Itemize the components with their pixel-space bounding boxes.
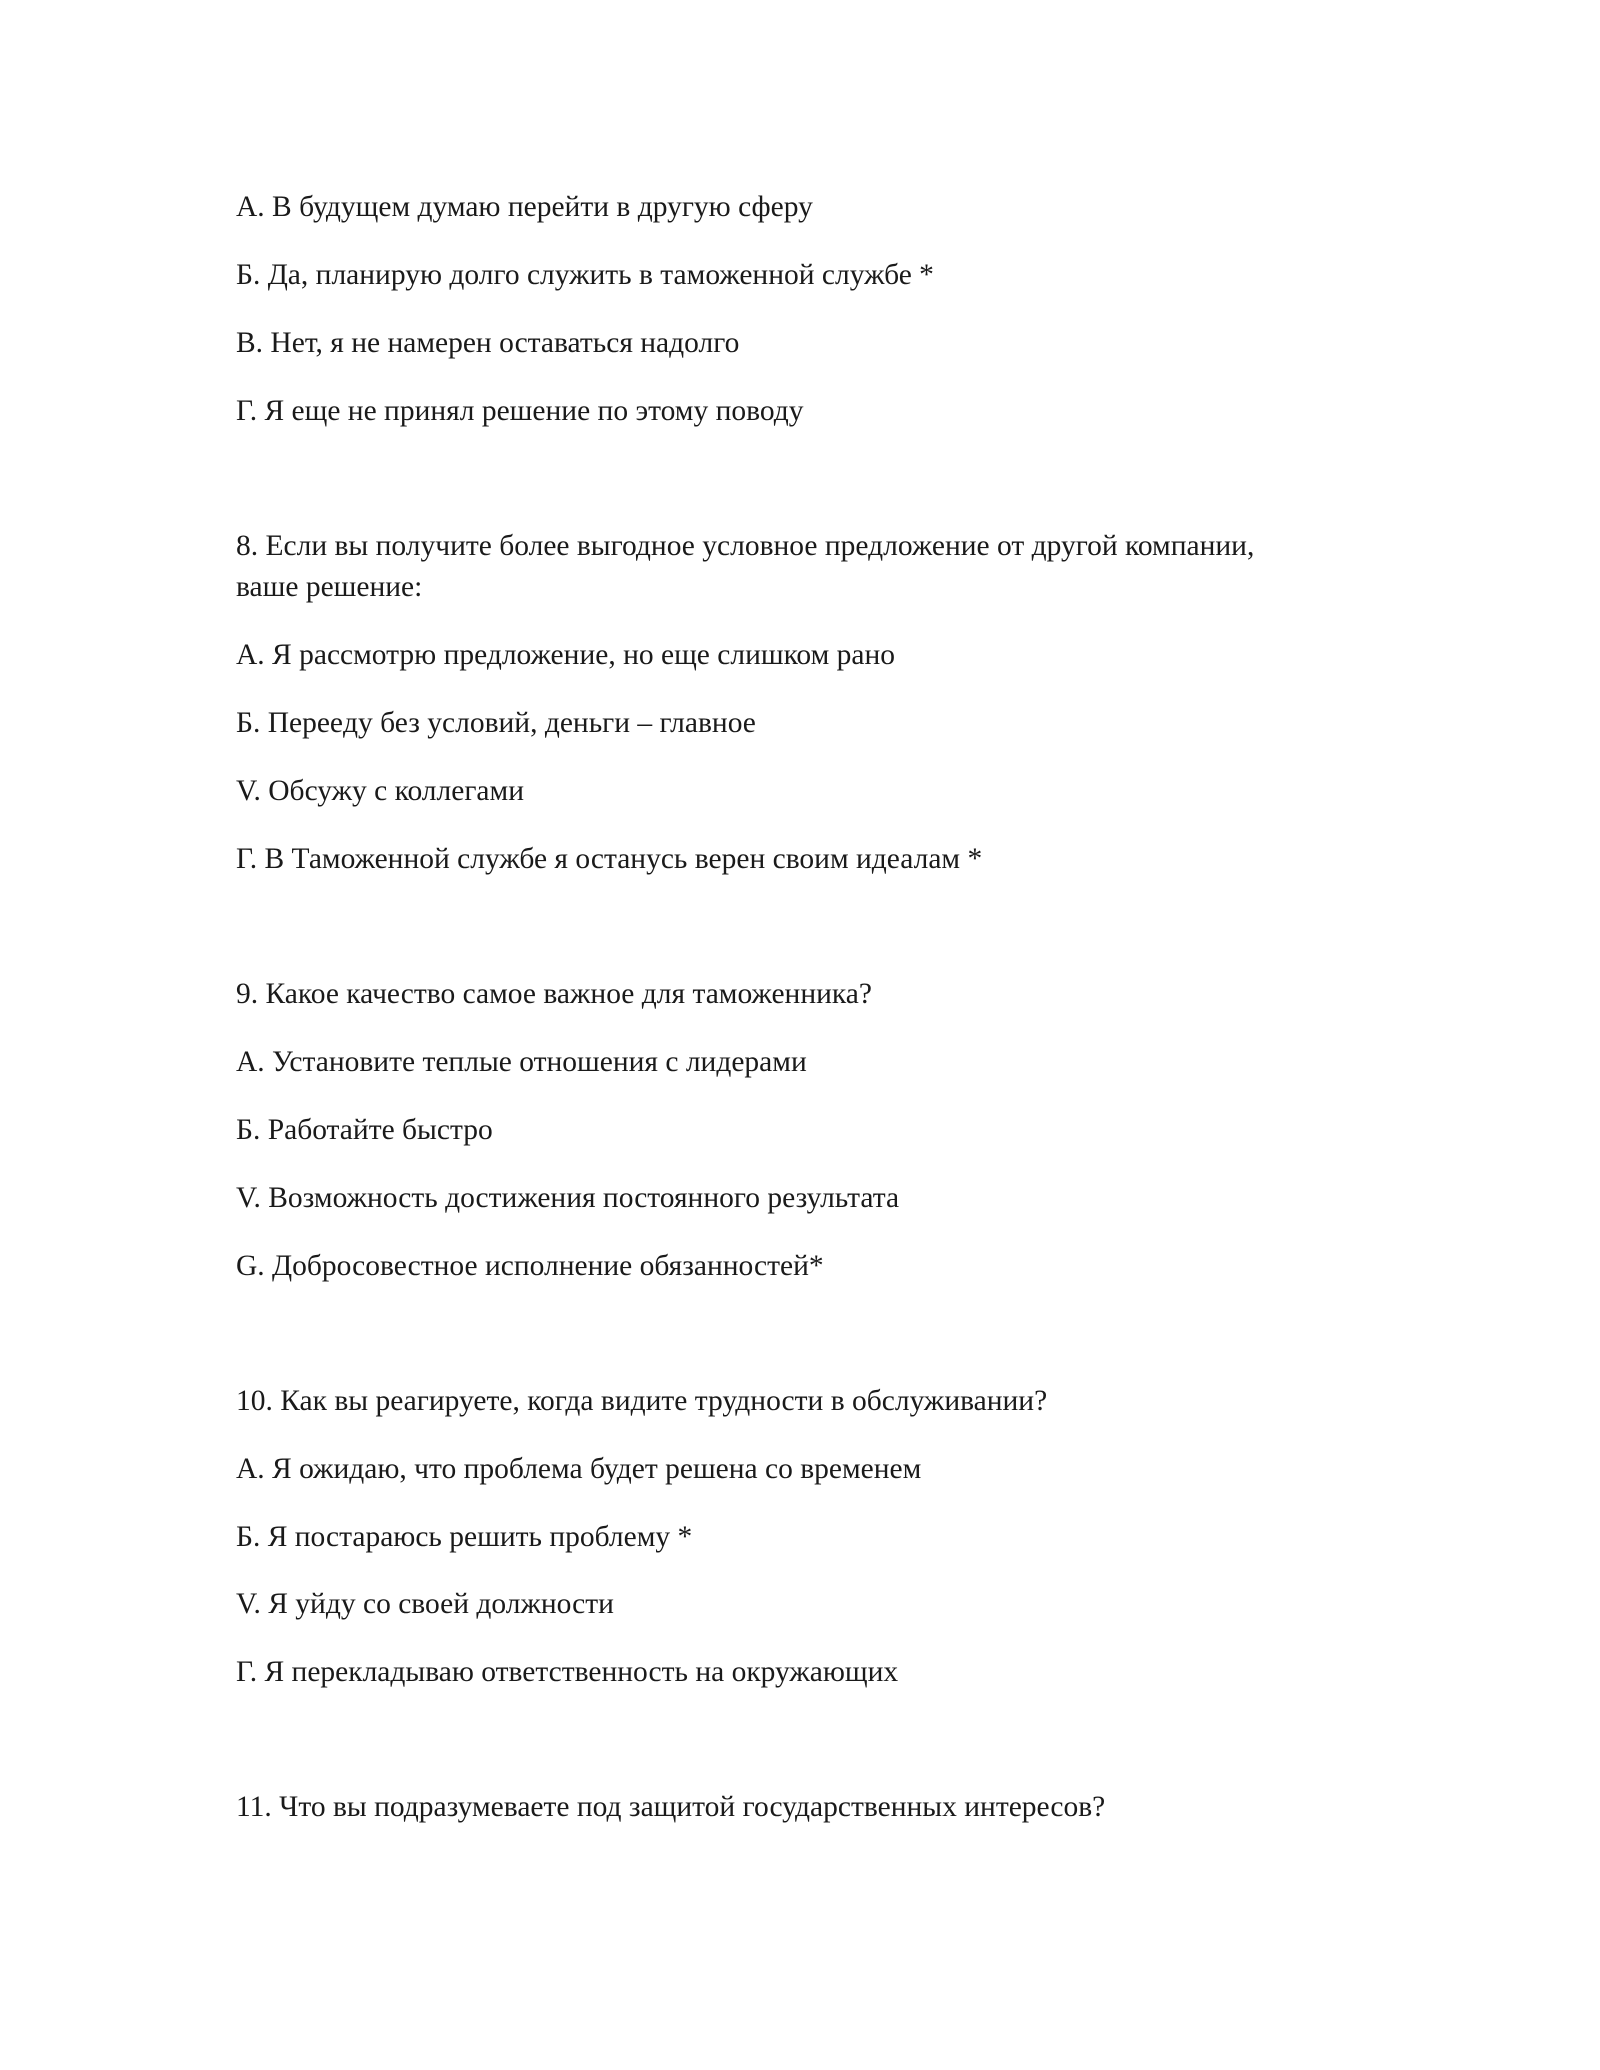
q10-option-d: Г. Я перекладываю ответственность на окружающих (236, 1656, 899, 1688)
q8-option-a: А. Я рассмотрю предложение, но еще слишком рано (236, 639, 896, 671)
q9-option-b: Б. Работайте быстро (236, 1114, 493, 1146)
q8-question-line1: 8. Если вы получите более выгодное условное предложение от другой компании, (236, 530, 1255, 562)
q10-question: 10. Как вы реагируете, когда видите трудности в обслуживании? (236, 1385, 1048, 1417)
q10-option-c: V. Я уйду со своей должности (236, 1588, 614, 1620)
q10-option-b: Б. Я постараюсь решить проблему * (236, 1521, 693, 1553)
q8-option-d: Г. В Таможенной службе я останусь верен своим идеалам * (236, 843, 983, 875)
q9-question: 9. Какое качество самое важное для таможенника? (236, 978, 872, 1010)
q11-question: 11. Что вы подразумеваете под защитой государственных интересов? (236, 1791, 1106, 1823)
q8-option-b: Б. Переeду без условий, деньги – главное (236, 707, 756, 739)
q7-option-c: В. Нет, я не намерен оставаться надолго (236, 327, 740, 359)
q10-option-a: А. Я ожидаю, что проблема будет решена со временем (236, 1453, 922, 1485)
q9-option-d: G. Добросовестное исполнение обязанностей* (236, 1250, 824, 1282)
q9-option-c: V. Возможность достижения постоянного результата (236, 1182, 900, 1214)
q8-question-line2: ваше решение: (236, 571, 423, 603)
q7-option-a: А. В будущем думаю перейти в другую сферу (236, 191, 813, 223)
q9-option-a: А. Установите теплые отношения с лидерами (236, 1046, 807, 1078)
q7-option-d: Г. Я еще не принял решение по этому поводу (236, 395, 804, 427)
q7-option-b: Б. Да, планирую долго служить в таможенной службе * (236, 259, 934, 291)
q8-option-c: V. Обсужу с коллегами (236, 775, 524, 807)
